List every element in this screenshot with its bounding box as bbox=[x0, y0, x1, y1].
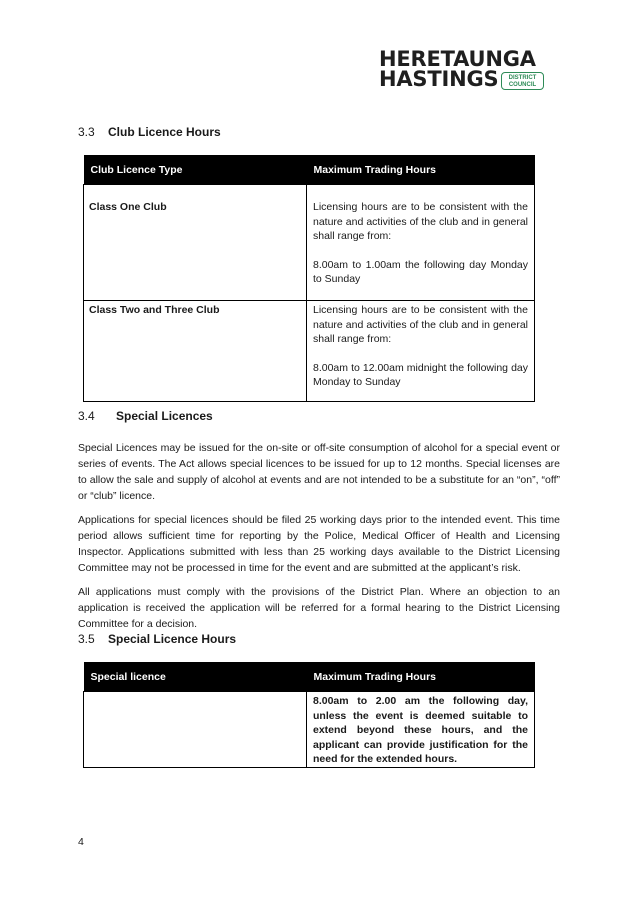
section-3-4-heading bbox=[78, 409, 213, 423]
special-licence-hours-cell bbox=[307, 692, 535, 768]
section-3-5-heading bbox=[78, 632, 236, 646]
section-number: 3.5 bbox=[78, 632, 95, 646]
licence-type-cell: Class Two and Three Club bbox=[84, 301, 307, 402]
logo-badge-line2: COUNCIL bbox=[508, 81, 537, 88]
table-header-row bbox=[84, 155, 535, 185]
trading-hours-text: Licensing hours are to be consistent with the nature and activities of the club and in general shall range from: bbox=[313, 304, 528, 345]
logo-line-hastings: HASTINGS bbox=[379, 67, 499, 91]
logo-line-heretaunga: HERETAUNGA bbox=[379, 47, 536, 71]
special-licences-paragraph-1: Special Licences may be issued for the on-site or off-site consumption of alcohol for a special event or series of events. The Act allows special licences to be issued for up to 12 months. Special licenses are to allow the sale and supply of alcohol at events and are not intended to be a substitute for an “on”, “off” or “club” licence. bbox=[78, 442, 560, 502]
club-licence-table bbox=[83, 155, 535, 402]
special-licence-type-cell bbox=[84, 692, 307, 768]
table-row bbox=[84, 185, 535, 301]
trading-hours-cell bbox=[307, 301, 535, 402]
council-logo bbox=[379, 48, 551, 96]
special-licences-paragraph-2: Applications for special licences should be filed 25 working days prior to the intended event. This time period allows sufficient time for reporting by the Police, Medical Officer of Health and Licensing Inspector. Applications submitted with less than 25 working days available to the District Licensing Committee may not be processed in time for the event and are submitted at the applicant’s risk. bbox=[78, 514, 560, 574]
table-header-row bbox=[84, 662, 535, 692]
special-licence-table bbox=[83, 662, 535, 768]
trading-hours-text: Licensing hours are to be consistent with the nature and activities of the club and in general shall range from: bbox=[313, 201, 528, 242]
special-licence-hours-text: 8.00am to 2.00 am the following day, unless the event is deemed suitable to extend beyond these hours, and the applicant can provide justification for the need for the extended hours. bbox=[313, 695, 528, 765]
special-licences-paragraph-3: All applications must comply with the provisions of the District Plan. Where an objection to an application is received the application will be referred for a formal hearing to the District Licensing Committee for a decision. bbox=[78, 586, 560, 630]
trading-hours-range: 8.00am to 12.00am midnight the following day Monday to Sunday bbox=[313, 361, 528, 388]
trading-hours-range: 8.00am to 1.00am the following day Monday to Sunday bbox=[313, 258, 528, 285]
col-header-special-licence: Special licence bbox=[84, 662, 307, 692]
licence-type-cell: Class One Club bbox=[84, 185, 307, 301]
section-title: Club Licence Hours bbox=[108, 125, 221, 139]
section-number: 3.4 bbox=[78, 409, 95, 423]
col-header-licence-type: Club Licence Type bbox=[84, 155, 307, 185]
col-header-max-hours: Maximum Trading Hours bbox=[307, 155, 535, 185]
col-header-max-hours: Maximum Trading Hours bbox=[307, 662, 535, 692]
logo-badge-line1: DISTRICT bbox=[508, 74, 537, 81]
trading-hours-cell bbox=[307, 185, 535, 301]
page-number: 4 bbox=[78, 836, 84, 848]
logo-district-council-badge bbox=[501, 72, 544, 90]
table-row bbox=[84, 301, 535, 402]
section-title: Special Licences bbox=[116, 409, 213, 423]
table-row bbox=[84, 692, 535, 768]
section-title: Special Licence Hours bbox=[108, 632, 237, 646]
section-3-3-heading bbox=[78, 125, 221, 139]
section-number: 3.3 bbox=[78, 125, 95, 139]
